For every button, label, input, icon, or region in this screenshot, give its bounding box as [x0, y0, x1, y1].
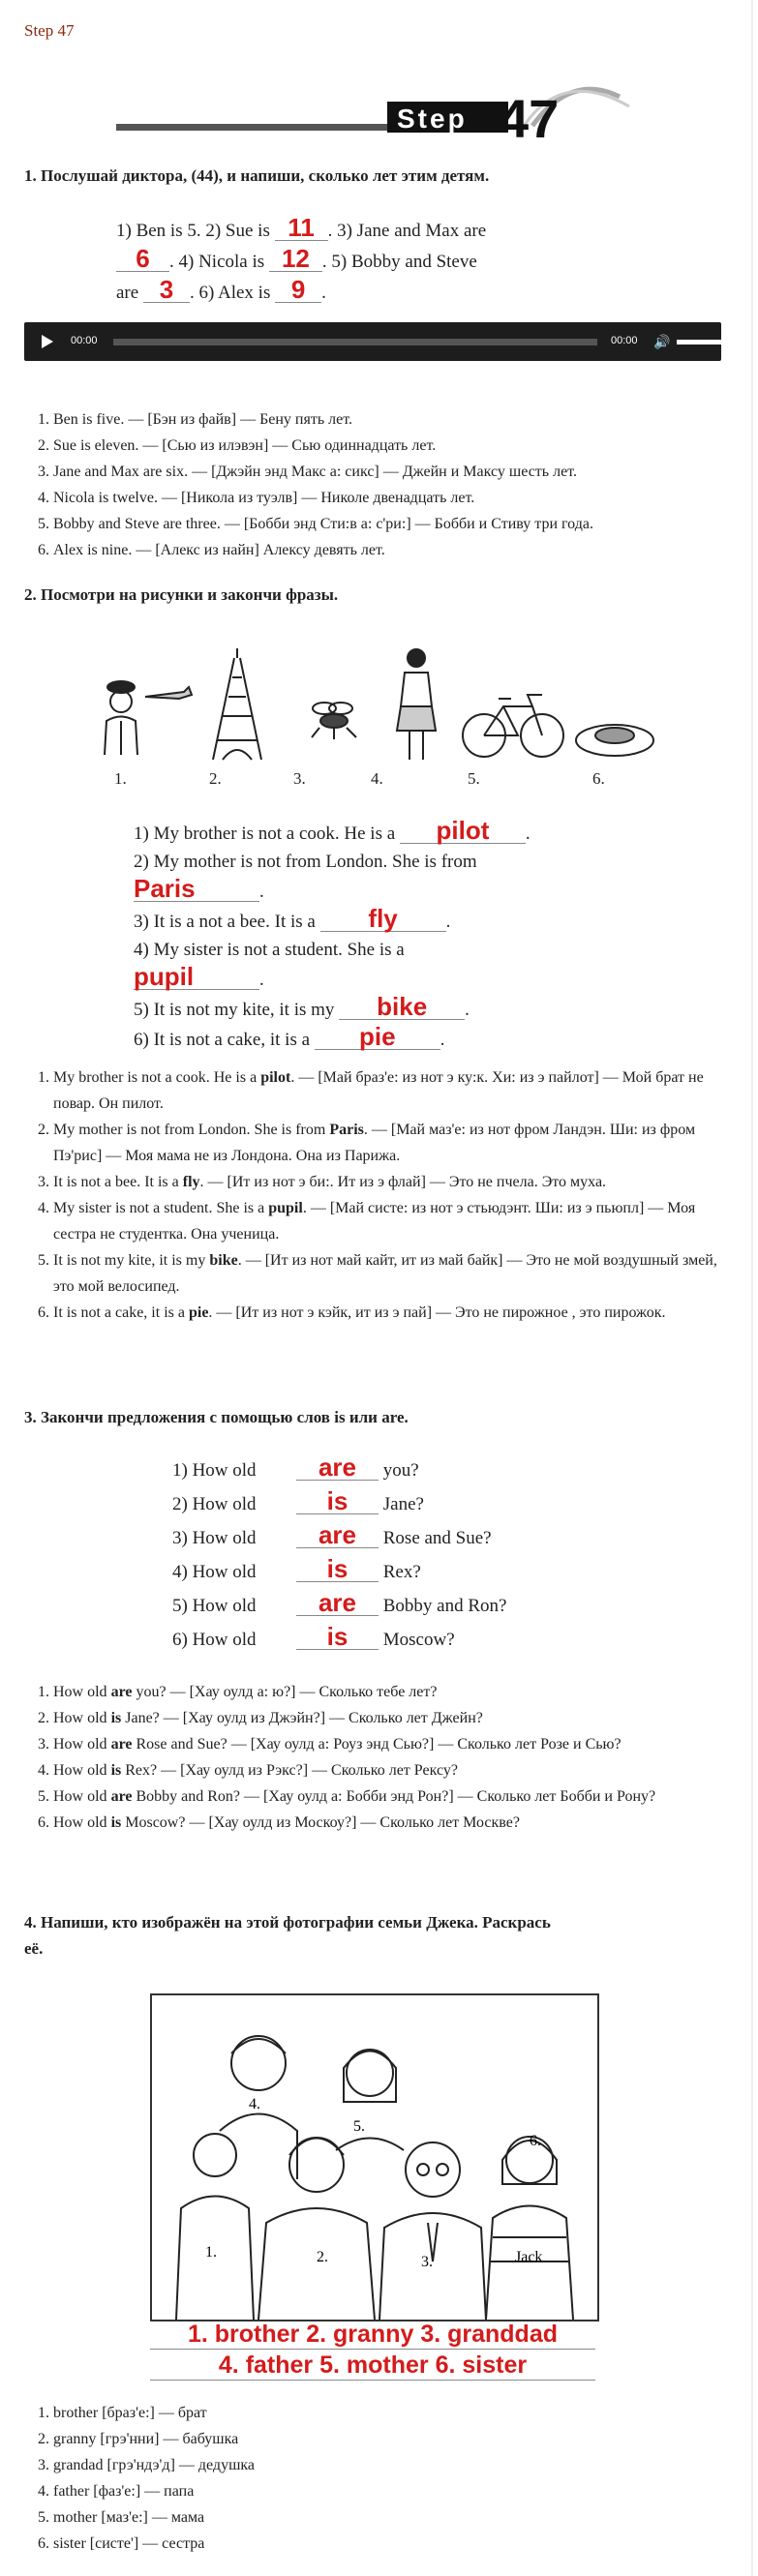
ex3-answer-2: is: [296, 1488, 379, 1514]
picture-number: 5.: [468, 769, 480, 788]
list-item: 3. Jane and Max are six. — [Джэйн энд Макс а: сикс] — Джейн и Максу шесть лет.: [53, 459, 731, 485]
ex1-line1: 1) Ben is 5. 2) Sue is 11 . 3) Jane and Max are: [116, 213, 487, 242]
picture-number: 3.: [293, 769, 306, 788]
ex3-row: 4) How old is Rex?: [172, 1554, 421, 1583]
ex2-sentence-2: 2) My mother is not from London. She is from: [134, 852, 477, 872]
list-item: 5. Bobby and Steve are three. — [Бобби энд Сти:в а: с'ри:] — Бобби и Стиву три года.: [53, 511, 731, 537]
family-label: 5.: [353, 2118, 365, 2135]
list-item: 6. It is not a cake, it is a pie. — [Ит из нот э кэйк, ит из э пай] — Это не пирожное , это пирожок.: [53, 1300, 731, 1326]
ex2-answer-6: pie: [315, 1024, 440, 1050]
ex3-translation-list: [24, 1679, 731, 1836]
ex2-sentence-1: 1) My brother is not a cook. He is a pilot .: [134, 816, 531, 845]
audio-duration: 00:00: [611, 335, 638, 346]
volume-icon[interactable]: 🔊: [653, 335, 671, 350]
fly-picture: [312, 703, 356, 739]
family-drawing: [152, 1995, 597, 2320]
banner-word: Step: [397, 104, 468, 134]
bike-picture: [463, 695, 563, 757]
family-label: 3.: [421, 2254, 433, 2270]
family-label: 1.: [205, 2244, 217, 2261]
ex2-sentence-3: 3) It is a not a bee. It is a fly .: [134, 904, 451, 933]
list-item: 1. Ben is five. — [Бэн из файв] — Бену пять лет.: [53, 406, 731, 433]
ex2-answer-1: pilot: [400, 818, 526, 844]
picture-number: 6.: [592, 769, 605, 788]
list-item: 4. father [фаз'е:] — папа: [53, 2478, 731, 2504]
ex4-heading-line2: её.: [24, 1939, 44, 1958]
volume-slider[interactable]: [677, 340, 721, 344]
ex4-answer-line2: 4. father 5. mother 6. sister: [150, 2351, 595, 2381]
pupil-picture: [397, 649, 436, 760]
play-icon[interactable]: [42, 335, 53, 348]
ex2-sentence-2b: Paris .: [134, 874, 264, 903]
list-item: 3. It is not a bee. It is a fly. — [Ит из нот э би:. Ит из э флай] — Это не пчела. Это муха.: [53, 1169, 731, 1195]
ex1-line3: are 3 . 6) Alex is 9 .: [116, 275, 326, 304]
pilot-picture: [105, 681, 192, 755]
ex1-translation-list: [24, 406, 731, 563]
ex3-row: 3) How old are Rose and Sue?: [172, 1520, 492, 1549]
ex2-answer-4: pupil: [134, 964, 259, 990]
ex3-row: 5) How old are Bobby and Ron?: [172, 1588, 507, 1617]
audio-current-time: 00:00: [71, 335, 98, 346]
list-item: 6. Alex is nine. — [Алекс из найн] Алексу девять лет.: [53, 537, 731, 563]
page-title: Step 47: [24, 21, 75, 40]
list-item: 3. How old are Rose and Sue? — [Хау оулд а: Роуз энд Сью?] — Сколько лет Розе и Сью?: [53, 1731, 731, 1757]
ex2-sentence-6: 6) It is not a cake, it is a pie .: [134, 1022, 445, 1051]
list-item: 1. How old are you? — [Хау оулд а: ю?] — Сколько тебе лет?: [53, 1679, 731, 1705]
ex3-row: 2) How old is Jane?: [172, 1486, 424, 1515]
list-item: 5. It is not my kite, it is my bike. — [Ит из нот май кайт, ит из май байк] — Это не мой воздушный змей, это мой велосипед.: [53, 1247, 731, 1300]
ex1-answer-3: 12: [269, 246, 322, 272]
ex3-answer-5: are: [296, 1590, 379, 1616]
list-item: 5. mother [маз'е:] — мама: [53, 2504, 731, 2531]
ex3-answer-6: is: [296, 1624, 379, 1650]
ex1-answer-5: 9: [275, 277, 321, 303]
banner-number: 47: [499, 88, 560, 145]
pie-picture: [576, 725, 653, 756]
ex2-sentence-4: 4) My sister is not a student. She is a: [134, 940, 405, 960]
ex3-answer-3: are: [296, 1522, 379, 1548]
picture-number: 4.: [371, 769, 383, 788]
ex3-answer-4: is: [296, 1556, 379, 1582]
family-label: 6.: [530, 2133, 541, 2149]
list-item: 2. Sue is eleven. — [Сью из илэвэн] — Сью одиннадцать лет.: [53, 433, 731, 459]
ex2-answer-2: Paris: [134, 876, 259, 902]
ex1-answer-4: 3: [143, 277, 190, 303]
ex2-sentence-4b: pupil .: [134, 962, 264, 991]
page-edge: [751, 0, 753, 2576]
ex2-answer-5: bike: [339, 994, 465, 1020]
list-item: 3. grandad [грэ'ндэ'д] — дедушка: [53, 2452, 731, 2478]
ex2-heading: 2. Посмотри на рисунки и закончи фразы.: [24, 585, 339, 604]
ex1-answer-2: 6: [116, 246, 169, 272]
ex3-heading: 3. Закончи предложения с помощью слов is или are.: [24, 1408, 409, 1426]
eiffel-tower-picture: [213, 648, 261, 760]
list-item: 1. brother [браз'е:] — брат: [53, 2400, 731, 2426]
ex4-heading-line1: 4. Напиши, кто изображён на этой фотографии семьи Джека. Раскрась: [24, 1913, 551, 1932]
ex2-pictures: [87, 639, 658, 784]
family-label: 2.: [317, 2249, 328, 2265]
ex3-row: 1) How old are you?: [172, 1453, 419, 1482]
list-item: 4. How old is Rex? — [Хау оулд из Рэкс?] — Сколько лет Рексу?: [53, 1757, 731, 1783]
list-item: 2. granny [грэ'нни] — бабушка: [53, 2426, 731, 2452]
ex3-task: [172, 1453, 598, 1657]
step-banner: [116, 68, 639, 145]
family-picture: [150, 1993, 599, 2321]
ex3-answer-1: are: [296, 1454, 379, 1481]
list-item: 1. My brother is not a cook. He is a pilot. — [Май браз'е: из нот э ку:к. Хи: из э пайлот] — Мой брат не повар. Он пилот.: [53, 1064, 731, 1117]
list-item: 2. How old is Jane? — [Хау оулд из Джэйн?] — Сколько лет Джейн?: [53, 1705, 731, 1731]
ex1-heading: 1. Послушай диктора, (44), и напиши, сколько лет этим детям.: [24, 166, 490, 185]
list-item: 5. How old are Bobby and Ron? — [Хау оулд а: Бобби энд Рон?] — Сколько лет Бобби и Рону?: [53, 1783, 731, 1810]
ex2-task: [134, 818, 652, 1054]
list-item: 2. My mother is not from London. She is from Paris. — [Май маз'е: из нот фром Ландэн. Ши: из фром Пэ'рис] — Моя мама не из Лондона. Она из Парижа.: [53, 1117, 731, 1169]
ex1-line2: 6 . 4) Nicola is 12 . 5) Bobby and Steve: [116, 246, 634, 277]
audio-player: [24, 322, 721, 361]
ex1-answer-1: 11: [275, 215, 328, 241]
picture-number: 2.: [209, 769, 222, 788]
ex2-sentence-5: 5) It is not my kite, it is my bike .: [134, 992, 470, 1021]
ex4-answer-line1: 1. brother 2. granny 3. granddad: [150, 2321, 595, 2350]
ex3-row: 6) How old is Moscow?: [172, 1622, 455, 1651]
family-label: 4.: [249, 2096, 260, 2112]
list-item: 4. Nicola is twelve. — [Никола из туэлв] — Николе двенадцать лет.: [53, 485, 731, 511]
audio-progress-bar[interactable]: [113, 339, 597, 345]
list-item: 6. sister [систе'] — сестра: [53, 2531, 731, 2557]
ex2-translation-list: [24, 1064, 731, 1326]
ex4-translation-list: [24, 2400, 731, 2557]
ex1-task: [116, 215, 634, 308]
list-item: 4. My sister is not a student. She is a pupil. — [Май систе: из нот э стьюдэнт. Ши: из э пьюпл] — Моя сестра не студентка. Она ученица.: [53, 1195, 731, 1247]
list-item: 6. How old is Moscow? — [Хау оулд из Москоу?] — Сколько лет Москве?: [53, 1810, 731, 1836]
picture-number: 1.: [114, 769, 127, 788]
family-label: Jack: [515, 2249, 543, 2265]
ex2-answer-3: fly: [320, 906, 446, 932]
